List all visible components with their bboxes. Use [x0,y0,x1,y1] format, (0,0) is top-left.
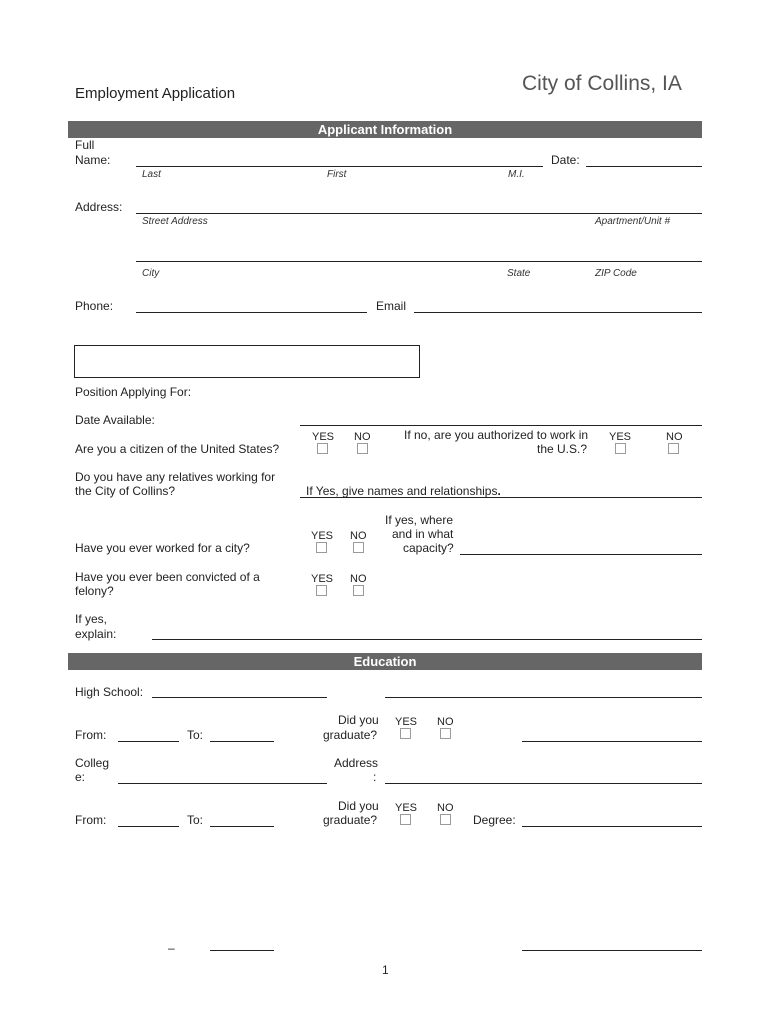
college-address-label-line2: : [373,770,377,784]
blank-text-box[interactable] [74,345,420,378]
sub-label-mi: M.I. [508,169,525,180]
college-graduate-line1: Did you [338,799,379,813]
authorized-yes-label: YES [609,431,632,443]
hs-graduate-line1: Did you [338,713,379,727]
relatives-followup-label: If Yes, give names and relationships. [306,484,501,498]
citizen-question: Are you a citizen of the United States? [75,442,280,456]
college-label-line1: Colleg [75,756,110,770]
other-degree-input-line[interactable] [522,950,702,951]
full-name-input-line[interactable] [136,166,543,167]
page-number: 1 [382,963,389,977]
college-graduate-line2: graduate? [323,813,378,827]
college-label-line2: e: [75,770,86,784]
hs-diploma-input-line[interactable] [522,741,702,742]
worked-yes-label: YES [311,530,334,542]
worked-yes-checkbox[interactable] [316,542,327,553]
hs-graduate-yes-label: YES [395,716,418,728]
high-school-input-line[interactable] [152,697,327,698]
hs-graduate-line2: graduate? [323,728,378,742]
college-address-label-line1: Address [334,756,379,770]
full-name-label-line2: Name: [75,153,111,167]
city-state-zip-input-line[interactable] [136,261,702,262]
date-input-line[interactable] [586,166,702,167]
citizen-yes-checkbox[interactable] [317,443,328,454]
felony-question-line2: felony? [75,584,114,598]
explain-label-line1: If yes, [75,612,108,626]
full-name-label-line1: Full [75,138,95,152]
worked-no-label: NO [350,530,367,542]
authorized-no-checkbox[interactable] [668,443,679,454]
worked-where-line3: capacity? [403,541,454,555]
felony-no-label: NO [350,573,367,585]
college-to-label: To: [187,813,204,827]
explain-input-line[interactable] [152,639,702,640]
citizen-yes-label: YES [312,431,335,443]
worked-where-line1: If yes, where [385,513,454,527]
phone-label: Phone: [75,299,114,313]
citizen-no-checkbox[interactable] [357,443,368,454]
sub-label-street: Street Address [142,216,208,227]
date-available-input-line[interactable] [300,425,702,426]
hs-graduate-no-label: NO [437,716,454,728]
worked-where-line2: and in what [392,527,454,541]
college-input-line[interactable] [118,783,327,784]
authorized-yes-checkbox[interactable] [615,443,626,454]
authorized-no-label: NO [666,431,683,443]
authorized-question-line1: If no, are you authorized to work in [404,428,589,442]
hs-from-input-line[interactable] [118,741,179,742]
college-from-label: From: [75,813,107,827]
felony-question-line1: Have you ever been convicted of a [75,570,260,584]
address-label: Address: [75,200,123,214]
college-graduate-yes-label: YES [395,802,418,814]
hs-graduate-yes-checkbox[interactable] [400,728,411,739]
sub-label-apartment: Apartment/Unit # [595,216,671,227]
hs-to-label: To: [187,728,204,742]
email-input-line[interactable] [414,312,702,313]
position-label: Position Applying For: [75,385,192,399]
hs-to-input-line[interactable] [210,741,274,742]
felony-yes-checkbox[interactable] [316,585,327,596]
sub-label-first: First [327,169,347,180]
authorized-question-line2: the U.S.? [537,442,588,456]
college-to-input-line[interactable] [210,826,274,827]
felony-no-checkbox[interactable] [353,585,364,596]
felony-yes-label: YES [311,573,334,585]
date-label: Date: [551,153,580,167]
high-school-address-input-line[interactable] [385,697,702,698]
citizen-no-label: NO [354,431,371,443]
relatives-question-line1: Do you have any relatives working for [75,470,276,484]
college-graduate-no-label: NO [437,802,454,814]
sub-label-last: Last [142,169,161,180]
high-school-label: High School: [75,685,144,699]
worked-question: Have you ever worked for a city? [75,541,250,555]
relatives-question-line2: the City of Collins? [75,484,176,498]
email-label: Email [376,299,407,313]
explain-label-line2: explain: [75,627,117,641]
sub-label-zip: ZIP Code [595,268,637,279]
worked-where-input-line[interactable] [460,554,702,555]
street-address-input-line[interactable] [136,213,702,214]
college-from-input-line[interactable] [118,826,179,827]
worked-no-checkbox[interactable] [353,542,364,553]
city-heading: City of Collins, IA [522,72,682,95]
section-header-education: Education [68,653,702,670]
section-header-applicant: Applicant Information [68,121,702,138]
college-graduate-no-checkbox[interactable] [440,814,451,825]
sub-label-state: State [507,268,531,279]
phone-input-line[interactable] [136,312,367,313]
college-graduate-yes-checkbox[interactable] [400,814,411,825]
date-available-label: Date Available: [75,413,155,427]
college-address-input-line[interactable] [385,783,702,784]
hs-from-label: From: [75,728,107,742]
sub-label-city: City [142,268,160,279]
relatives-input-line[interactable] [300,497,702,498]
form-title: Employment Application [75,85,236,102]
other-to-input-line[interactable] [210,950,274,951]
degree-label: Degree: [473,813,516,827]
hs-graduate-no-checkbox[interactable] [440,728,451,739]
degree-input-line[interactable] [522,826,702,827]
bottom-dash: – [168,941,175,955]
